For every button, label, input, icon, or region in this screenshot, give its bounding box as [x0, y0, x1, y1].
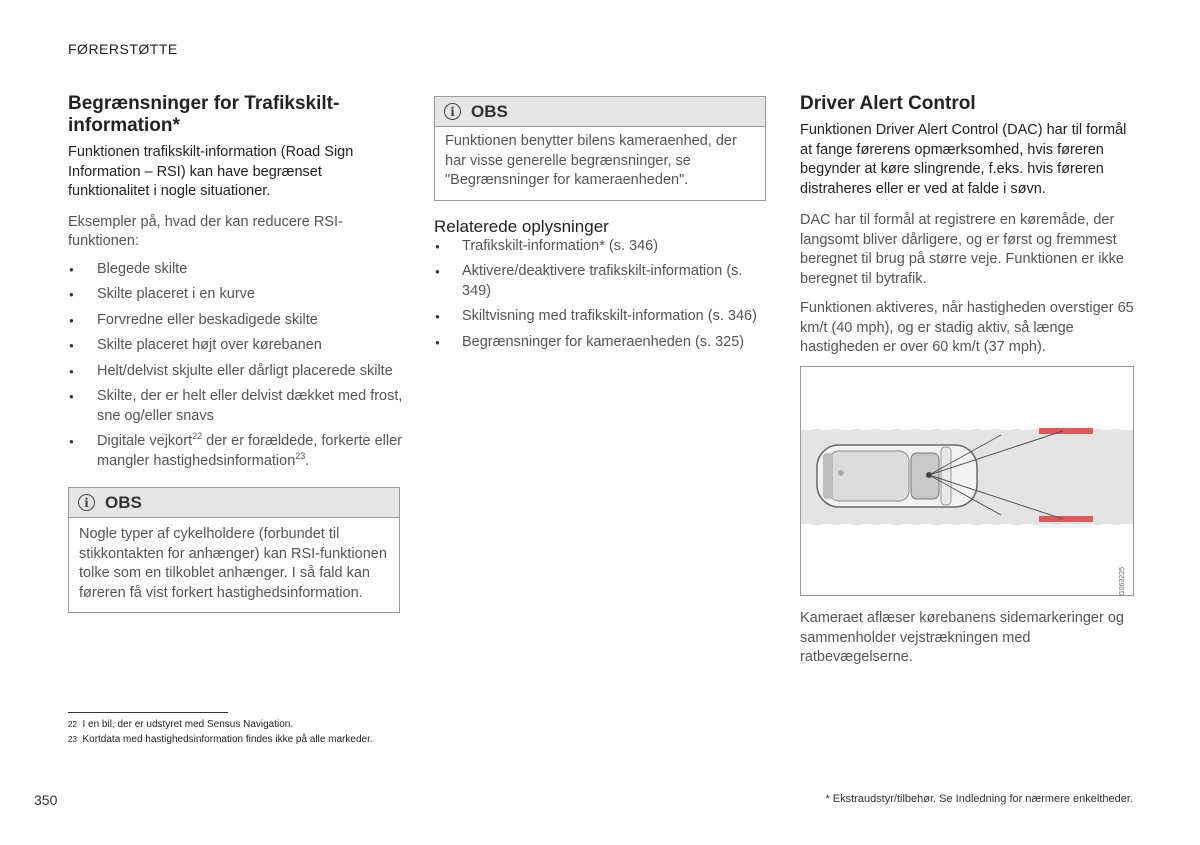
- rsi-limitations-title: Begrænsninger for Trafikskilt-information*: [68, 93, 340, 136]
- rsi-examples-intro: Eksempler på, hvad der kan reducere RSI-funktionen:: [68, 213, 343, 249]
- list-item: ● Skilte placeret i en kurve: [68, 285, 404, 305]
- list-item-digital-maps: ● Digitale vejkort$^{22}$ der er forældede, forkerte eller mangler hastighedsinformation$^{23}$.: [68, 432, 404, 471]
- list-item: ● Forvredne eller beskadigede skilte: [68, 311, 404, 331]
- column-rsi-limitations: [68, 93, 404, 613]
- obs-header: [69, 488, 399, 518]
- footnote-23: $^{23}$ Kortdata med hastighedsinformation findes ikke på alle markeder.: [68, 734, 373, 745]
- list-item: ● Blegede skilte: [68, 260, 404, 280]
- list-item: ● Skilte placeret højt over kørebanen: [68, 336, 404, 356]
- figure-caption: Kameraet aflæser kørebanens sidemarkeringer og sammenholder vejstrækningen med ratbevægelserne.: [800, 610, 1124, 665]
- camera-point: [926, 472, 932, 478]
- lane-marker-left: [1039, 428, 1093, 434]
- related-link[interactable]: ● Skiltvisning med trafikskilt-information (s. 346): [434, 307, 766, 327]
- column-dac: [800, 93, 1134, 358]
- related-list: [434, 237, 766, 353]
- column-related: [434, 96, 766, 358]
- info-icon: i: [444, 103, 461, 120]
- list-item: ● Helt/delvist skjulte eller dårligt placerede skilte: [68, 362, 404, 382]
- car-lane-illustration: [801, 367, 1133, 595]
- car-icon: [817, 445, 977, 507]
- footnote-ref-22[interactable]: 22: [192, 431, 203, 442]
- page-number: 350: [34, 792, 58, 808]
- footer-note: * Ekstraudstyr/tilbehør. Se Indledning for nærmere enkeltheder.: [825, 793, 1133, 805]
- related-title: Relaterede oplysninger: [434, 216, 609, 236]
- dac-title: Driver Alert Control: [800, 93, 976, 114]
- lane-marker-right: [1039, 516, 1093, 522]
- footnote-22: $^{22}$ I en bil, der er udstyret med Sensus Navigation.: [68, 719, 294, 730]
- dac-intro: Funktionen Driver Alert Control (DAC) har til formål at fange førerens opmærksomhed, hvis føreren begynder at køre slingrende, f.eks. hvis føreren distraheres eller er ved at falde i søvn.: [800, 122, 1127, 197]
- obs-note-bike-carrier: [68, 487, 400, 613]
- obs-body: Funktionen benytter bilens kameraenhed, der har visse generelle begrænsninger, se "Begrænsninger for kameraenheden".: [445, 133, 737, 188]
- dac-camera-figure: [800, 366, 1134, 596]
- obs-title: OBS: [105, 492, 142, 512]
- rsi-intro: Funktionen trafikskilt-information (Road Sign Information – RSI) kan have begrænset funktionalitet i nogle situationer.: [68, 144, 354, 199]
- obs-header: [435, 97, 765, 127]
- info-icon: i: [78, 494, 95, 511]
- obs-body: Nogle typer af cykelholdere (forbundet til stikkontakten for anhænger) kan RSI-funktionen tolke som en tilkoblet anhænger. I så fald kan føreren få vist forkert hastighedsinformation.: [79, 526, 387, 601]
- footnote-divider: [68, 712, 228, 713]
- dac-paragraph-2: DAC har til formål at registrere en køremåde, der langsomt bliver dårligere, og er først og fremmest beregnet til brug på større veje. Funktionen er ikke beregnet til bytrafik.: [800, 212, 1124, 287]
- footnote-ref-23[interactable]: 23: [295, 450, 306, 461]
- related-link[interactable]: ● Begrænsninger for kameraenheden (s. 325): [434, 333, 766, 353]
- dac-paragraph-3: Funktionen aktiveres, når hastigheden overstiger 65 km/t (40 mph), og er stadig aktiv, så længe hastigheden er over 60 km/t (37 mph).: [800, 300, 1134, 355]
- related-link[interactable]: ● Aktivere/deaktivere trafikskilt-information (s. 349): [434, 262, 766, 301]
- section-header: FØRERSTØTTE: [68, 41, 178, 57]
- rsi-bullet-list: [68, 260, 404, 472]
- obs-title: OBS: [471, 101, 508, 121]
- list-item: ● Skilte, der er helt eller delvist dækket med frost, sne og/eller snavs: [68, 387, 404, 426]
- figure-code: G063225: [1119, 567, 1126, 596]
- related-link[interactable]: ● Trafikskilt-information* (s. 346): [434, 237, 766, 257]
- obs-note-camera: [434, 96, 766, 201]
